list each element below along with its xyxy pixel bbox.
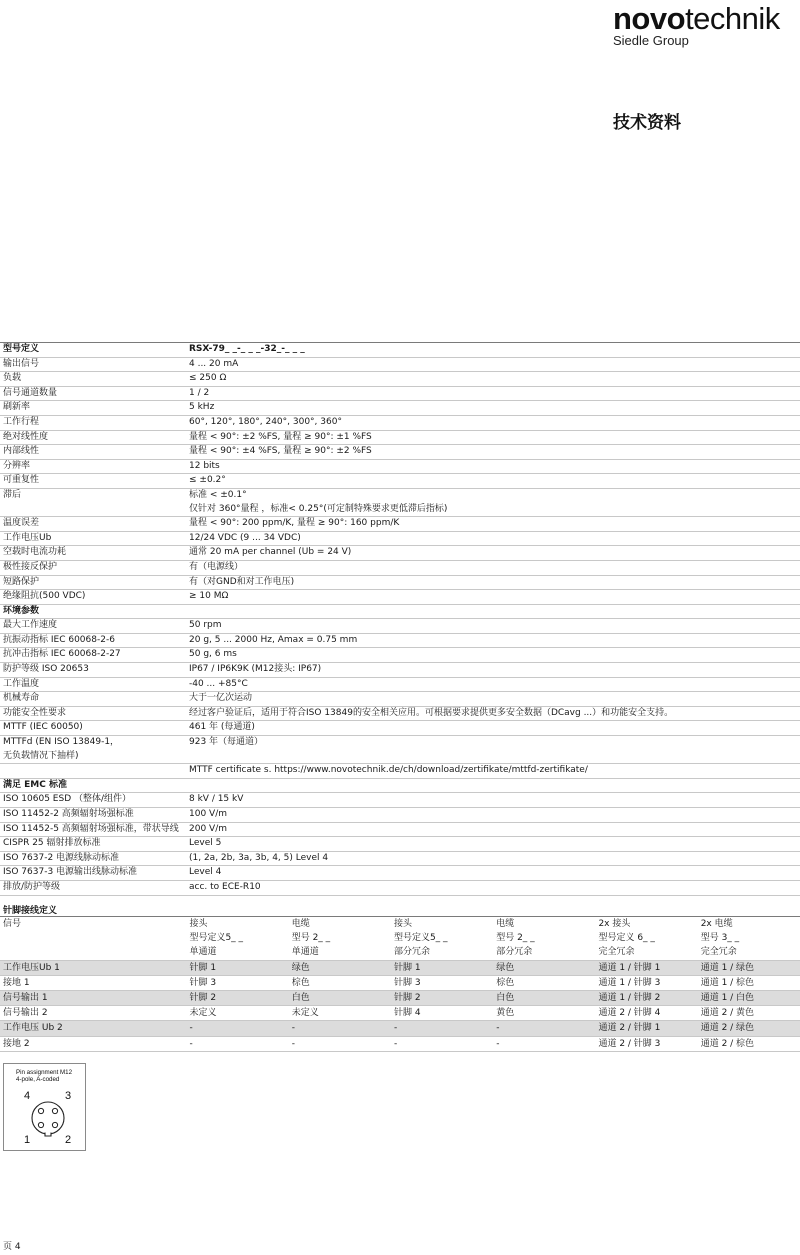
pin-table: [0, 916, 800, 1052]
spec-row: [0, 880, 800, 895]
pin-4-label: 4: [24, 1090, 31, 1102]
pin-cell: 绿色: [289, 960, 391, 975]
pin-cell: -: [186, 1036, 288, 1051]
pin-cell: 白色: [289, 991, 391, 1006]
document-title: 技术资料: [613, 113, 681, 133]
spec-key: 环境参数: [0, 604, 186, 619]
spec-row: [0, 546, 800, 561]
pin-header-cell: [0, 931, 186, 945]
pin-signal-name: 工作电压 Ub 2: [0, 1021, 186, 1036]
spec-value: ≤ 250 Ω: [186, 372, 800, 387]
spec-row: [0, 445, 800, 460]
pin-header-cell: 完全冗余: [698, 945, 800, 960]
spec-key: 信号通道数量: [0, 386, 186, 401]
pin-header-cell: 单通道: [186, 945, 288, 960]
spec-key: 工作行程: [0, 415, 186, 430]
spec-value: ≥ 10 MΩ: [186, 590, 800, 605]
spec-section-row: [0, 604, 800, 619]
spec-value: 通常 20 mA per channel (Ub = 24 V): [186, 546, 800, 561]
brand-logo: [613, 2, 800, 48]
spec-row: [0, 459, 800, 474]
pin-row: [0, 960, 800, 975]
spec-value: 12 bits: [186, 459, 800, 474]
spec-row: [0, 386, 800, 401]
spec-key: ISO 7637-3 电源输出线脉动标准: [0, 866, 186, 881]
spec-key: 抗振动指标 IEC 60068-2-6: [0, 633, 186, 648]
pin-header-cell: 电缆: [289, 917, 391, 932]
pin-section-title: 针脚接线定义: [3, 906, 58, 916]
spec-key: 温度误差: [0, 517, 186, 532]
spec-row: [0, 764, 800, 779]
spec-value: ≤ ±0.2°: [186, 474, 800, 489]
pin-cell: -: [186, 1021, 288, 1036]
spec-value: 量程 < 90°: 200 ppm/K, 量程 ≥ 90°: 160 ppm/K: [186, 517, 800, 532]
pin-cell: 通道 1 / 绿色: [698, 960, 800, 975]
spec-row: [0, 401, 800, 416]
spec-key: 最大工作速度: [0, 619, 186, 634]
pin-signal-name: 工作电压Ub 1: [0, 960, 186, 975]
spec-key: 工作温度: [0, 677, 186, 692]
pin-cell: 针脚 3: [391, 975, 493, 990]
spec-key: 防护等级 ISO 20653: [0, 663, 186, 678]
pin-header-cell: 2x 电缆: [698, 917, 800, 932]
spec-key: 绝对线性度: [0, 430, 186, 445]
spec-value: 200 V/m: [186, 822, 800, 837]
brand-wordmark: novotechnik: [613, 1, 780, 36]
spec-row: [0, 415, 800, 430]
spec-row: [0, 736, 800, 764]
spec-row: [0, 663, 800, 678]
pin-header-row: [0, 931, 800, 945]
spec-row: [0, 474, 800, 489]
spec-row: [0, 808, 800, 823]
pin-cell: 通道 1 / 棕色: [698, 975, 800, 990]
pin-4-contact: [38, 1108, 43, 1113]
spec-key: 功能安全性要求: [0, 706, 186, 721]
spec-key: 型号定义: [0, 343, 186, 358]
pin-cell: 未定义: [289, 1006, 391, 1021]
pin-cell: -: [391, 1036, 493, 1051]
spec-section-row: [0, 778, 800, 793]
spec-value: 50 g, 6 ms: [186, 648, 800, 663]
pin-cell: 通道 2 / 黄色: [698, 1006, 800, 1021]
pin-cell: 针脚 1: [186, 960, 288, 975]
pin-header-cell: 信号: [0, 917, 186, 932]
spec-value: MTTF certificate s. https://www.novotechnik.de/ch/download/zertifikate/mttfd-zertifikate/: [186, 764, 800, 779]
pin-header-cell: 完全冗余: [595, 945, 697, 960]
pin-cell: -: [493, 1021, 595, 1036]
pin-header-cell: 接头: [186, 917, 288, 932]
pin-header-cell: 2x 接头: [595, 917, 697, 932]
spec-key: ISO 11452-2 高频辐射场强标准: [0, 808, 186, 823]
pin-cell: 通道 2 / 针脚 1: [595, 1021, 697, 1036]
spec-value: IP67 / IP6K9K (M12接头: IP67): [186, 663, 800, 678]
pin-cell: -: [391, 1021, 493, 1036]
pin-signal-name: 信号输出 1: [0, 991, 186, 1006]
pin-header-cell: 单通道: [289, 945, 391, 960]
spec-value: RSX-79_ _-_ _ _-32_-_ _ _: [186, 343, 800, 358]
pin-signal-name: 接地 1: [0, 975, 186, 990]
spec-row: [0, 372, 800, 387]
spec-key: 可重复性: [0, 474, 186, 489]
pin-cell: 通道 2 / 棕色: [698, 1036, 800, 1051]
pin-cell: 通道 2 / 绿色: [698, 1021, 800, 1036]
pin-row: [0, 1036, 800, 1051]
pin-row: [0, 1021, 800, 1036]
pin-cell: 棕色: [493, 975, 595, 990]
spec-row: [0, 430, 800, 445]
pin-cell: 通道 2 / 针脚 4: [595, 1006, 697, 1021]
pin-header-cell: 接头: [391, 917, 493, 932]
pin-cell: 通道 1 / 针脚 2: [595, 991, 697, 1006]
pin-cell: 黄色: [493, 1006, 595, 1021]
spec-key: ISO 10605 ESD （整体/组件）: [0, 793, 186, 808]
spec-value: 5 kHz: [186, 401, 800, 416]
spec-key: 空载时电流功耗: [0, 546, 186, 561]
spec-value: 大于一亿次运动: [186, 692, 800, 707]
spec-row: [0, 851, 800, 866]
pin-2-label: 2: [65, 1134, 72, 1146]
brand-subtitle: Siedle Group: [613, 33, 689, 48]
pin-header-row: [0, 917, 800, 932]
pin-cell: 通道 1 / 针脚 1: [595, 960, 697, 975]
pin-header-cell: 型号 2_ _: [291, 933, 331, 944]
spec-value: [186, 778, 800, 793]
spec-row: [0, 560, 800, 575]
pin-row: [0, 975, 800, 990]
pin-cell: 针脚 2: [391, 991, 493, 1006]
pin-cell: 针脚 1: [391, 960, 493, 975]
spec-header-row: [0, 343, 800, 358]
page-number: 页 4: [3, 1242, 21, 1252]
spec-value: [186, 604, 800, 619]
spec-key: 极性接反保护: [0, 560, 186, 575]
spec-key: ISO 7637-2 电源线脉动标准: [0, 851, 186, 866]
spec-table: [0, 342, 800, 896]
spec-row: [0, 488, 800, 516]
spec-key: 抗冲击指标 IEC 60068-2-27: [0, 648, 186, 663]
m12-connector-icon: [4, 1064, 87, 1152]
pin-cell: 针脚 3: [186, 975, 288, 990]
pin-cell: -: [493, 1036, 595, 1051]
pin-header-cell: 部分冗余: [391, 945, 493, 960]
spec-key: 短路保护: [0, 575, 186, 590]
connector-label-2: 4-pole, A-coded: [16, 1076, 60, 1083]
pin-cell: 通道 2 / 针脚 3: [595, 1036, 697, 1051]
spec-key: 绝缘阻抗(500 VDC): [0, 590, 186, 605]
pin-header-cell: 型号定义5_ _: [393, 933, 448, 944]
spec-row: [0, 793, 800, 808]
spec-value: 量程 < 90°: ±4 %FS, 量程 ≥ 90°: ±2 %FS: [186, 445, 800, 460]
spec-value: Level 5: [186, 837, 800, 852]
spec-value: 标准 < ±0.1°: [189, 489, 247, 500]
spec-row: [0, 822, 800, 837]
spec-value: 50 rpm: [186, 619, 800, 634]
spec-key: ISO 11452-5 高频辐射场强标准，带状导线: [0, 822, 186, 837]
connector-pinout-diagram: [3, 1063, 86, 1151]
pin-header-cell: 电缆: [493, 917, 595, 932]
spec-key: 内部线性: [0, 445, 186, 460]
connector-label-1: Pin assignment M12: [16, 1069, 73, 1076]
spec-value: acc. to ECE-R10: [186, 880, 800, 895]
pin-1-contact: [38, 1122, 43, 1127]
spec-value: 量程 < 90°: ±2 %FS, 量程 ≥ 90°: ±1 %FS: [186, 430, 800, 445]
spec-key-line2: 无负载情况下抽样): [3, 750, 79, 761]
pin-header-cell: 型号 2_ _: [496, 933, 535, 944]
pin-row: [0, 991, 800, 1006]
spec-key: 负载: [0, 372, 186, 387]
spec-key: 满足 EMC 标准: [0, 778, 186, 793]
spec-row: [0, 357, 800, 372]
spec-row: [0, 837, 800, 852]
spec-key: 刷新率: [0, 401, 186, 416]
spec-row: [0, 706, 800, 721]
spec-value: 1 / 2: [186, 386, 800, 401]
pin-header-cell: [0, 945, 186, 960]
spec-value: 923 年（每通道）: [186, 736, 800, 764]
spec-key: 输出信号: [0, 357, 186, 372]
connector-outline: [32, 1102, 64, 1134]
spec-row: [0, 721, 800, 736]
pin-cell: 棕色: [289, 975, 391, 990]
spec-row: [0, 648, 800, 663]
spec-value: -40 ... +85°C: [186, 677, 800, 692]
pin-cell: 通道 1 / 白色: [698, 991, 800, 1006]
spec-row: [0, 517, 800, 532]
spec-key: 工作电压Ub: [0, 531, 186, 546]
spec-value: 461 年 (每通道): [186, 721, 800, 736]
spec-value: 60°, 120°, 180°, 240°, 300°, 360°: [186, 415, 800, 430]
spec-value: (1, 2a, 2b, 3a, 3b, 4, 5) Level 4: [186, 851, 800, 866]
pin-2-contact: [52, 1122, 57, 1127]
spec-key: 分辨率: [0, 459, 186, 474]
spec-value: 4 ... 20 mA: [186, 357, 800, 372]
spec-value: 100 V/m: [186, 808, 800, 823]
spec-value: 12/24 VDC (9 ... 34 VDC): [186, 531, 800, 546]
spec-row: [0, 619, 800, 634]
pin-header-cell: 型号 3_ _: [700, 933, 740, 944]
pin-cell: -: [289, 1036, 391, 1051]
spec-value: 20 g, 5 ... 2000 Hz, Amax = 0.75 mm: [186, 633, 800, 648]
spec-key: 机械寿命: [0, 692, 186, 707]
spec-key: CISPR 25 辐射排放标准: [0, 837, 186, 852]
spec-row: [0, 692, 800, 707]
spec-key: 滞后: [0, 488, 186, 516]
pin-header-row: [0, 945, 800, 960]
pin-cell: 针脚 2: [186, 991, 288, 1006]
pin-1-label: 1: [24, 1134, 31, 1146]
spec-key: [0, 764, 186, 779]
spec-value: 8 kV / 15 kV: [186, 793, 800, 808]
pin-cell: 通道 1 / 针脚 3: [595, 975, 697, 990]
pin-signal-name: 接地 2: [0, 1036, 186, 1051]
spec-row: [0, 590, 800, 605]
pin-row: [0, 1006, 800, 1021]
spec-row: [0, 866, 800, 881]
spec-key: MTTFd (EN ISO 13849-1，: [3, 737, 120, 748]
spec-row: [0, 531, 800, 546]
spec-row: [0, 575, 800, 590]
spec-value: 有（电源线）: [186, 560, 800, 575]
pin-cell: 未定义: [186, 1006, 288, 1021]
pin-3-label: 3: [65, 1090, 72, 1102]
spec-value-line2: 仅针对 360°量程 ，标准< 0.25°(可定制特殊要求更低滞后指标): [189, 503, 448, 514]
spec-value: 有（对GND和对工作电压): [186, 575, 800, 590]
spec-value: Level 4: [186, 866, 800, 881]
pin-signal-name: 信号输出 2: [0, 1006, 186, 1021]
spec-key: 排放/防护等级: [0, 880, 186, 895]
pin-cell: 绿色: [493, 960, 595, 975]
pin-cell: -: [289, 1021, 391, 1036]
pin-cell: 白色: [493, 991, 595, 1006]
pin-header-cell: 型号定义5_ _: [189, 933, 244, 944]
pin-cell: 针脚 4: [391, 1006, 493, 1021]
pin-header-cell: 部分冗余: [493, 945, 595, 960]
spec-row: [0, 633, 800, 648]
pin-3-contact: [52, 1108, 57, 1113]
spec-row: [0, 677, 800, 692]
pin-header-cell: 型号定义 6_ _: [598, 933, 655, 944]
spec-value: 经过客户验证后，适用于符合ISO 13849的安全相关应用。可根据要求提供更多安全数据（DCavg ...）和功能安全支持。: [186, 706, 800, 721]
spec-key: MTTF (IEC 60050): [0, 721, 186, 736]
